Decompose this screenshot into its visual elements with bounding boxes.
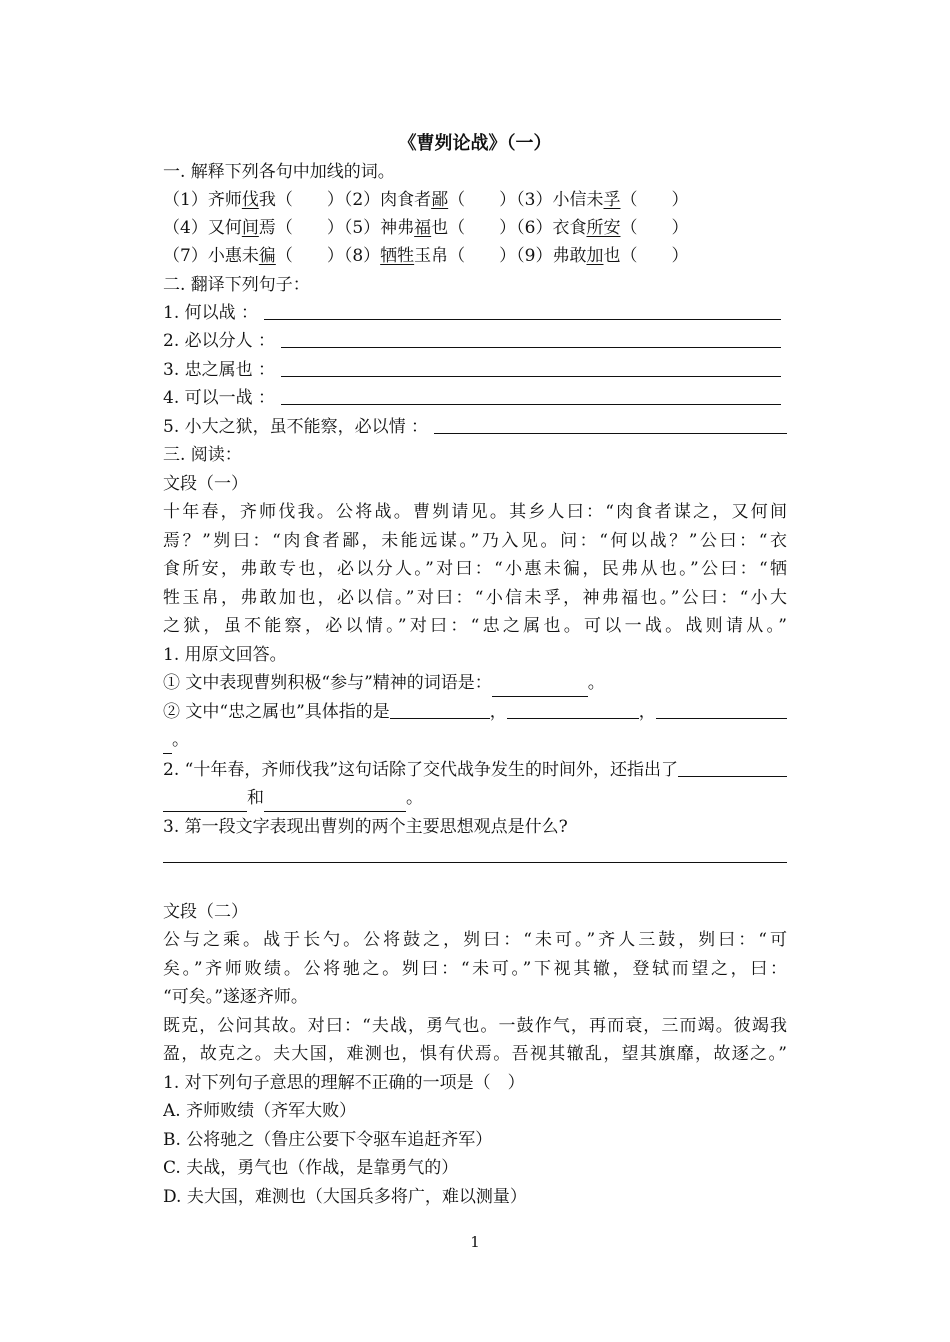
- translate-prompt: 1. 何以战 ：: [163, 303, 259, 323]
- answer-blank[interactable]: [678, 756, 787, 777]
- question-text: 2. “十年春，齐师伐我”这句话除了交代战争发生的时间外，还指出了: [163, 760, 679, 780]
- vocab-item-text: （ ）: [620, 190, 689, 210]
- translate-item-4: [163, 384, 787, 412]
- answer-blank[interactable]: [264, 299, 781, 320]
- underlined-word: 福: [414, 218, 432, 238]
- question-1-sub2: [163, 698, 787, 726]
- question-text: 。: [406, 788, 423, 808]
- vocab-item-text: （8）: [343, 246, 381, 266]
- vocab-item-text: 玉帛（ ）: [414, 246, 517, 266]
- translate-prompt: 3. 忠之属也 ：: [163, 360, 276, 380]
- answer-blank[interactable]: [434, 413, 787, 434]
- section1-heading: 一. 解释下列各句中加线的词。: [163, 162, 395, 182]
- answer-blank[interactable]: [264, 791, 406, 812]
- option-c[interactable]: C. 夫战，勇气也（作战，是靠勇气的）: [163, 1158, 459, 1178]
- answer-line[interactable]: [163, 862, 787, 863]
- underlined-word: 间: [241, 218, 259, 238]
- vocab-row-3: [163, 242, 787, 270]
- vocab-row-1: [163, 186, 787, 214]
- vocab-item-text: （4）又何: [163, 218, 242, 238]
- vocab-item-text: 焉（ ）: [258, 218, 344, 238]
- underlined-word: 加: [586, 246, 604, 266]
- vocab-item-text: （5）神弗: [343, 218, 415, 238]
- passage1-line: 十年春，齐师伐我。公将战。曹刿请见。其乡人曰：“肉食者谋之，又何间: [163, 502, 787, 522]
- underlined-word: 所安: [586, 218, 621, 238]
- question-text: ① 文中表现曹刿积极“参与”精神的词语是：: [163, 673, 492, 693]
- question-4-heading: 1. 对下列句子意思的理解不正确的一项是（ ）: [163, 1073, 525, 1093]
- question-text: ，: [638, 702, 656, 722]
- option-d[interactable]: D. 夫大国，难测也（大国兵多将广，难以测量）: [163, 1187, 527, 1207]
- question-1-sub1: [163, 669, 787, 697]
- passage1-line: 食所安，弗敢专也，必以分人。”对曰：“小惠未徧，民弗从也。”公曰：“牺: [163, 559, 787, 579]
- passage2-line: 矣。”齐师败绩。公将驰之。刿曰：“未可。”下视其辙，登轼而望之，曰：: [163, 959, 787, 979]
- vocab-item-text: （7）小惠未: [163, 246, 259, 266]
- vocab-item-text: 也（ ）: [603, 246, 689, 266]
- passage1-label: 文段（一）: [163, 474, 248, 494]
- translate-prompt: 5. 小大之狱，虽不能察，必以情 ：: [163, 417, 429, 437]
- vocab-item-text: （6）衣食: [516, 218, 587, 238]
- underlined-word: 牺牲: [380, 246, 415, 266]
- passage2-line: 公与之乘。战于长勺。公将鼓之，刿曰：“未可。”齐人三鼓，刿曰：“可: [163, 930, 787, 950]
- underlined-word: 徧: [258, 246, 276, 266]
- passage1-line: 焉？”刿曰：“肉食者鄙，未能远谋。”乃入见。问：“何以战？”公曰：“衣: [163, 531, 787, 551]
- passage2-line: 盈，故克之。夫大国，难测也，惧有伏焉。吾视其辙乱，望其旗靡，故逐之。”: [163, 1044, 787, 1064]
- answer-blank[interactable]: [656, 698, 787, 719]
- answer-blank[interactable]: [507, 698, 639, 719]
- question-1-heading: 1. 用原文回答。: [163, 645, 287, 665]
- vocab-item-text: 也（ ）: [431, 218, 517, 238]
- answer-blank[interactable]: [163, 733, 172, 754]
- passage2-line: 既克，公问其故。对曰：“夫战，勇气也。一鼓作气，再而衰，三而竭。彼竭我: [163, 1016, 787, 1036]
- translate-item-1: [163, 299, 787, 327]
- underlined-word: 伐: [241, 190, 259, 210]
- translate-item-3: [163, 356, 787, 384]
- passage2-line: “可矣。”遂逐齐师。: [163, 987, 308, 1007]
- underlined-word: 孚: [603, 190, 621, 210]
- answer-blank[interactable]: [281, 384, 781, 405]
- passage2-label: 文段（二）: [163, 902, 248, 922]
- translate-prompt: 4. 可以一战 ：: [163, 388, 276, 408]
- translate-item-5: [163, 413, 787, 441]
- question-2-cont: [163, 784, 787, 812]
- answer-blank[interactable]: [281, 356, 781, 377]
- vocab-item-text: （1）齐师: [163, 190, 242, 210]
- answer-blank[interactable]: [281, 327, 781, 348]
- vocab-item-text: 我（ ）: [258, 190, 344, 210]
- answer-blank[interactable]: [163, 791, 247, 812]
- option-a[interactable]: A. 齐师败绩（齐军大败）: [163, 1101, 357, 1121]
- vocab-item-text: （9）弗敢: [516, 246, 587, 266]
- passage1-line: 之狱，虽不能察，必以情。”对曰：“忠之属也。可以一战。战则请从。”: [163, 616, 787, 636]
- question-text: ，: [489, 702, 507, 722]
- vocab-item-text: （2）肉食者: [343, 190, 432, 210]
- question-2: [163, 756, 787, 784]
- passage1-line: 牲玉帛，弗敢加也，必以信。”对曰：“小信未孚，神弗福也。”公曰：“小大: [163, 588, 787, 608]
- translate-item-2: [163, 327, 787, 355]
- translate-prompt: 2. 必以分人 ：: [163, 331, 276, 351]
- answer-blank[interactable]: [390, 698, 490, 719]
- question-1-sub2-cont: [163, 726, 787, 754]
- page-title: 《曹刿论战》（一）: [398, 133, 552, 154]
- question-3: 3. 第一段文字表现出曹刿的两个主要思想观点是什么?: [163, 817, 568, 837]
- page-number: 1: [470, 1233, 480, 1251]
- option-b[interactable]: B. 公将驰之（鲁庄公要下令驱车追赶齐军）: [163, 1130, 493, 1150]
- question-text: 和: [247, 788, 264, 808]
- vocab-item-text: （ ）: [620, 218, 689, 238]
- question-text: 。: [587, 673, 605, 693]
- section2-heading: 二. 翻译下列句子：: [163, 275, 310, 295]
- answer-blank[interactable]: [492, 676, 588, 697]
- vocab-item-text: （ ）: [448, 190, 517, 210]
- vocab-item-text: （3）小信未: [516, 190, 604, 210]
- question-text: 。: [172, 730, 189, 750]
- question-text: ② 文中“忠之属也”具体指的是: [163, 702, 390, 722]
- underlined-word: 鄙: [431, 190, 449, 210]
- section3-heading: 三. 阅读：: [163, 445, 242, 465]
- vocab-item-text: （ ）: [275, 246, 344, 266]
- vocab-row-2: [163, 214, 787, 242]
